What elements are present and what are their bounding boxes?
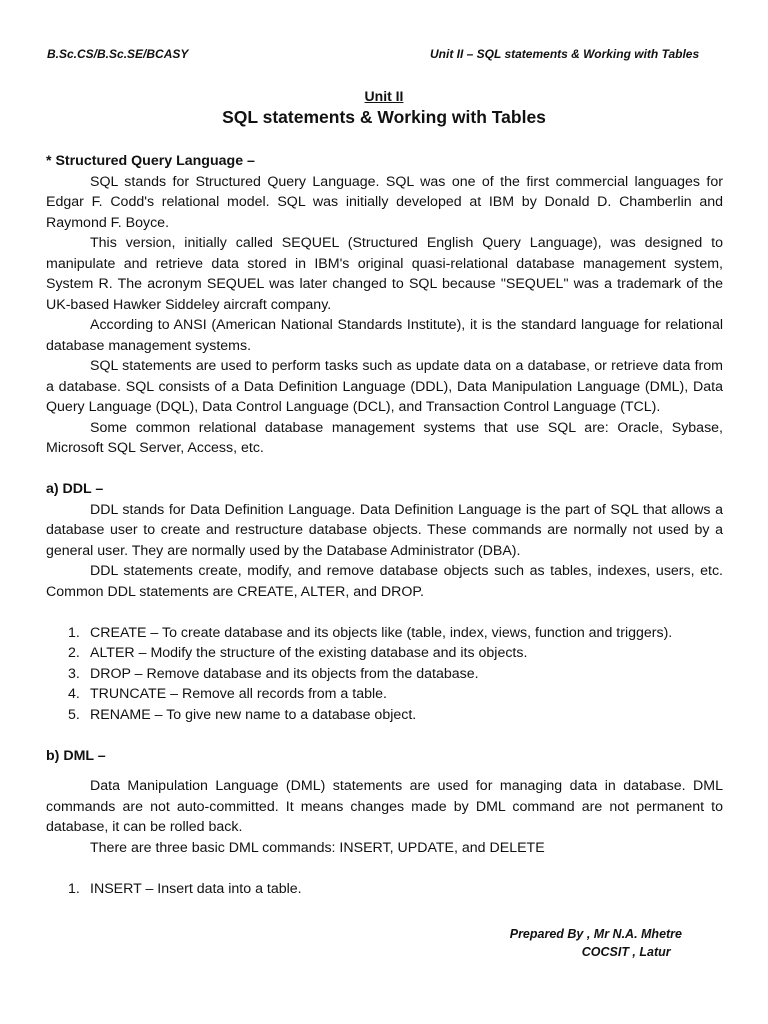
- footer-credits: [510, 925, 682, 961]
- header-unit-title: Unit II – SQL statements & Working with Tables: [430, 47, 700, 61]
- paragraph: According to ANSI (American National Standards Institute), it is the standard language for relational database management systems.: [46, 317, 723, 354]
- footer-author: Prepared By , Mr N.A. Mhetre: [509, 927, 682, 941]
- list-item: 5. RENAME – To give new name to a database object.: [68, 706, 417, 723]
- list-item: 1. INSERT – Insert data into a table.: [68, 880, 302, 897]
- list-item: 3. DROP – Remove database and its objects from the database.: [68, 665, 479, 682]
- paragraph: Data Manipulation Language (DML) statements are used for managing data in database. DML commands are not auto-committed. It means changes made by DML command are not permanent to database, it can be rolled back.: [46, 778, 723, 835]
- footer-institution: COCSIT , Latur: [581, 945, 671, 959]
- document-body: [46, 151, 723, 899]
- paragraph: Some common relational database management systems that use SQL are: Oracle, Sybase, Microsoft SQL Server, Access, etc.: [46, 419, 723, 456]
- paragraph: DDL stands for Data Definition Language. Data Definition Language is the part of SQL that allows a database user to create and restructure database objects. These commands are normally not used by a general user. They are normally used by the Database Administrator (DBA).: [46, 501, 723, 559]
- header-course: B.Sc.CS/B.Sc.SE/BCASY: [47, 47, 189, 61]
- paragraph: This version, initially called SEQUEL (Structured English Query Language), was designed to manipulate and retrieve data stored in IBM's original quasi-relational database management system, System R. The acronym SEQUEL was later changed to SQL because "SEQUEL" was a trademark of the UK-based Hawker Siddeley aircraft company.: [46, 235, 723, 313]
- section-heading-ddl: a) DDL –: [46, 481, 104, 497]
- paragraph: SQL stands for Structured Query Language. SQL was one of the first commercial languages for Edgar F. Codd's relational model. SQL was initially developed at IBM by Donald D. Chamberlin and Raymond F. Boyce.: [46, 173, 723, 231]
- dml-command-list: [46, 879, 723, 900]
- paragraph: DDL statements create, modify, and remove database objects such as tables, indexes, users, etc. Common DDL statements are CREATE, ALTER, and DROP.: [46, 563, 723, 600]
- page-title: SQL statements & Working with Tables: [222, 107, 546, 127]
- list-item: 4. TRUNCATE – Remove all records from a table.: [68, 686, 387, 702]
- section-heading-sql: * Structured Query Language –: [46, 153, 255, 169]
- paragraph: SQL statements are used to perform tasks such as update data on a database, or retrieve data from a database. SQL consists of a Data Definition Language (DDL), Data Manipulation Language (DML), Data Query Language (DQL), Data Control Language (DCL), and Transaction Control Language (TCL).: [46, 358, 723, 415]
- ddl-command-list: [46, 623, 723, 726]
- list-item: 2. ALTER – Modify the structure of the existing database and its objects.: [68, 645, 528, 661]
- unit-label: Unit II: [364, 88, 404, 104]
- list-item: 1. CREATE – To create database and its objects like (table, index, views, function and triggers).: [68, 624, 673, 641]
- paragraph: There are three basic DML commands: INSERT, UPDATE, and DELETE: [90, 839, 545, 856]
- section-heading-dml: b) DML –: [46, 747, 106, 764]
